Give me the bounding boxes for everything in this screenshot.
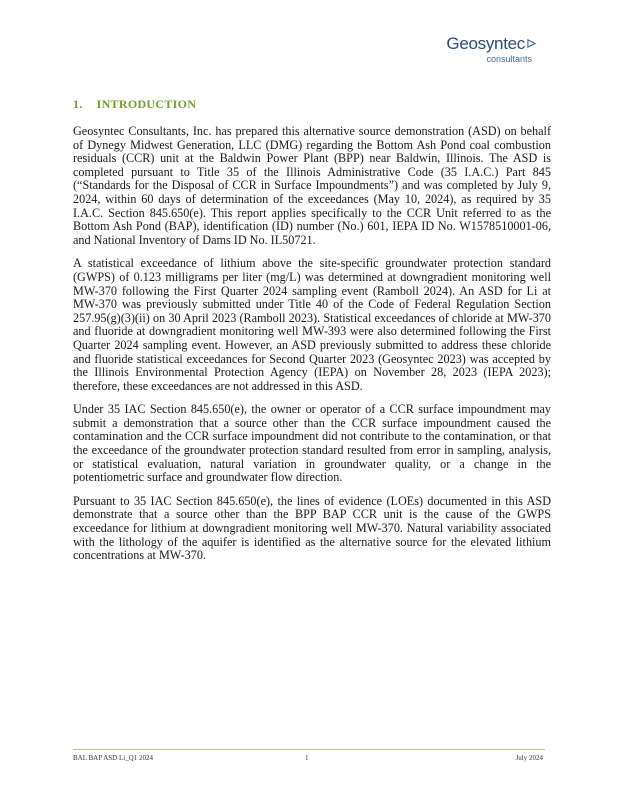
triangle-outline-icon bbox=[527, 33, 536, 53]
logo-name: Geosyntec bbox=[446, 34, 525, 53]
company-logo bbox=[446, 34, 536, 64]
paragraph: Under 35 IAC Section 845.650(e), the owner or operator of a CCR surface impoundment may submit a demonstration that a source other than the CCR surface impoundment caused the contamination and the CCR surface impoundment did not contribute to the contamination, or that the exceedance of the groundwater protection standard resulted from error in sampling, analysis, or statistical evaluation, natural variation in groundwater quality, or a change in the potentiometric surface and groundwater flow direction. bbox=[73, 402, 551, 485]
logo-subtitle: consultants bbox=[486, 54, 532, 64]
footer-doc-id: BAL BAP ASD Li_Q1 2024 bbox=[73, 754, 153, 762]
paragraph: Geosyntec Consultants, Inc. has prepared this alternative source demonstration (ASD) on behalf of Dynegy Midwest Generation, LLC (DMG) regarding the Bottom Ash Pond coal combustion residuals (CCR) unit at the Baldwin Power Plant (BPP) near Baldwin, Illinois. The ASD is completed pursuant to Title 35 of the Illinois Administrative Code (35 I.A.C.) Part 845 (“Standards for the Disposal of CCR in Surface Impoundments”) and was completed by July 9, 2024, within 60 days of determination of the exceedances (May 10, 2024), as required by 35 I.A.C. Section 845.650(e). This report applies specifically to the CCR Unit referred to as the Bottom Ash Pond (BAP), identification (ID) number (No.) 601, IEPA ID No. W1578510001-06, and National Inventory of Dams ID No. IL50721. bbox=[73, 124, 551, 247]
page-number: 1 bbox=[305, 754, 309, 762]
body-text bbox=[73, 125, 551, 573]
paragraph: A statistical exceedance of lithium above the site-specific groundwater protection standard (GWPS) of 0.123 milligrams per liter (mg/L) was determined at downgradient monitoring well MW-370 following the First Quarter 2024 sampling event (Ramboll 2024). An ASD for Li at MW-370 was previously submitted under Title 40 of the Code of Federal Regulation Section 257.95(g)(3)(ii) on 30 April 2023 (Ramboll 2023). Statistical exceedances of chloride at MW-370 and fluoride at downgradient monitoring well MW-393 were also determined following the First Quarter 2024 sampling event. However, an ASD previously submitted to address these chloride and fluoride statistical exceedances for Second Quarter 2023 (Geosyntec 2023) was accepted by the Illinois Environmental Protection Agency (IEPA) on November 28, 2023 (IEPA 2023); therefore, these exceedances are not addressed in this ASD. bbox=[73, 256, 551, 393]
section-heading bbox=[73, 97, 196, 112]
section-number: 1. bbox=[73, 97, 83, 111]
section-title: INTRODUCTION bbox=[96, 97, 197, 111]
paragraph: Pursuant to 35 IAC Section 845.650(e), the lines of evidence (LOEs) documented in this ASD demonstrate that a source other than the BPP BAP CCR unit is the cause of the GWPS exceedance for lithium at downgradient monitoring well MW-370. Natural variability associated with the lithology of the aquifer is identified as the alternative source for the elevated lithium concentrations at MW-370. bbox=[73, 493, 551, 563]
footer-divider bbox=[73, 749, 545, 750]
footer-date: July 2024 bbox=[515, 754, 543, 762]
